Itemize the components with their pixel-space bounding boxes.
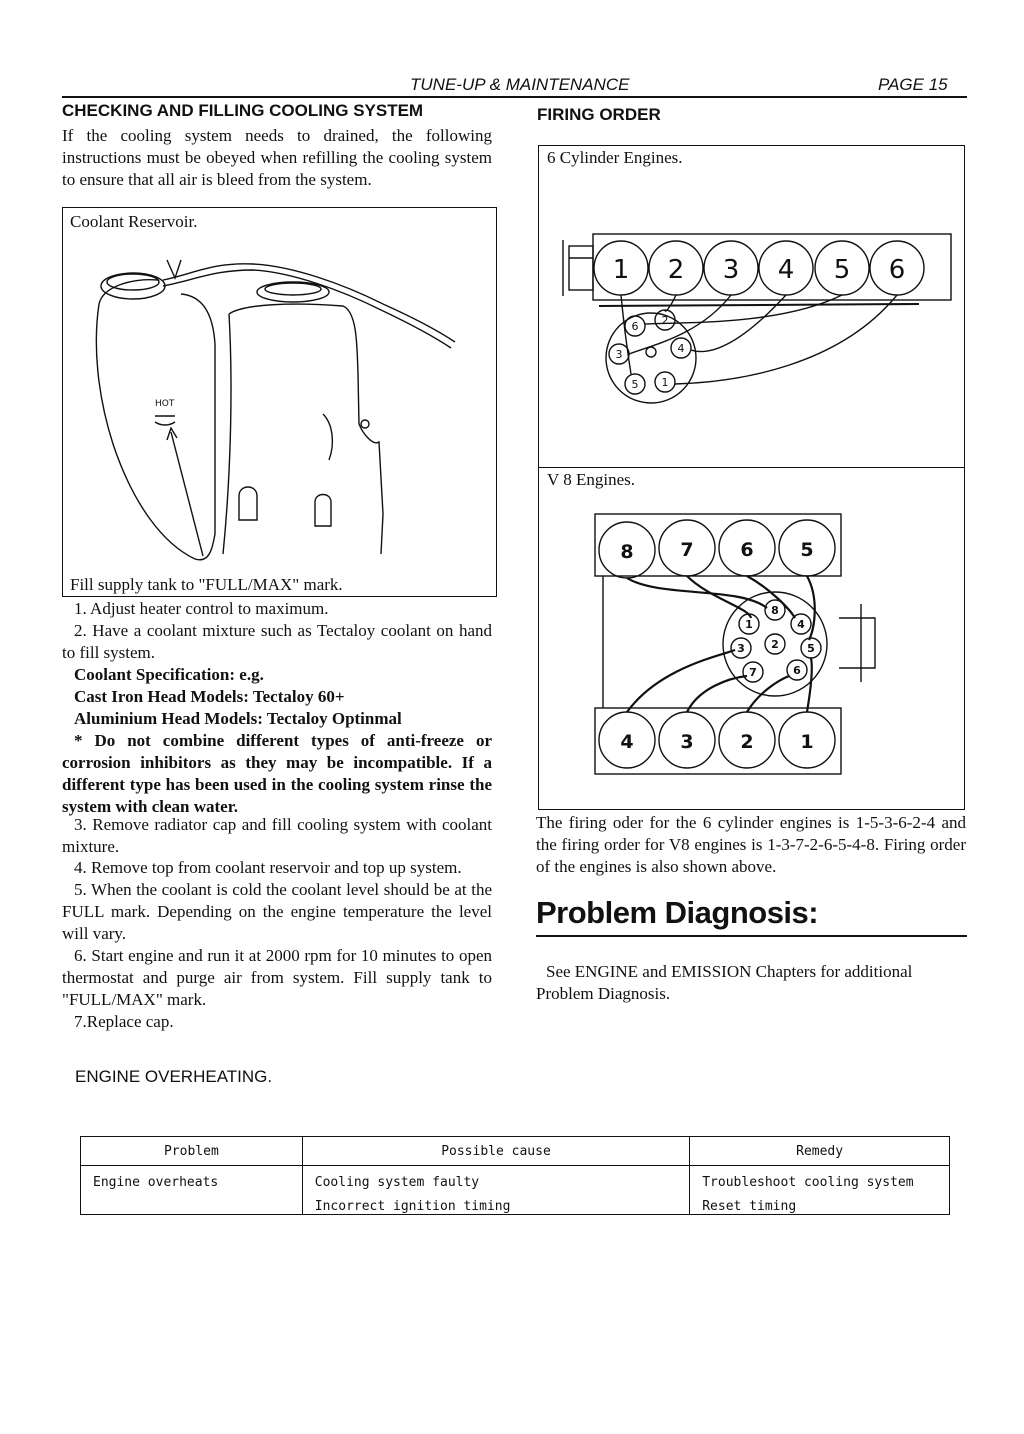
step-4: 4. Remove top from coolant reservoir and top up system. — [74, 858, 462, 877]
v8-cap-1: 1 — [745, 618, 753, 631]
v8-cyl-3: 3 — [680, 731, 694, 753]
six-cyl-2: 2 — [667, 255, 685, 285]
six-cyl-5: 5 — [833, 255, 851, 285]
v8-figure — [538, 467, 965, 810]
six-cyl-1: 1 — [612, 255, 630, 285]
six-cap-1: 1 — [661, 376, 669, 389]
table-row — [81, 1190, 950, 1215]
coolant-spec-cast-iron: Cast Iron Head Models: Tectaloy 60+ — [74, 687, 345, 706]
coolant-reservoir-figure — [62, 207, 497, 597]
six-cap-5: 5 — [631, 378, 639, 391]
coolant-reservoir-label: Coolant Reservoir. — [70, 212, 198, 231]
v8-label: V 8 Engines. — [547, 470, 635, 489]
engine-overheating-title: ENGINE OVERHEATING. — [75, 1067, 273, 1086]
cell-problem: Engine overheats — [81, 1166, 303, 1191]
step-5: 5. When the coolant is cold the coolant level should be at the FULL mark. Depending on the engine temperature the level will vary. — [62, 880, 492, 943]
v8-cap-6: 6 — [793, 664, 801, 677]
v8-cyl-8: 8 — [620, 541, 634, 563]
v8-cyl-6: 6 — [740, 539, 754, 561]
coolant-spec-title: Coolant Specification: e.g. — [74, 665, 264, 684]
v8-cyl-7: 7 — [680, 539, 694, 561]
cooling-section-title: CHECKING AND FILLING COOLING SYSTEM — [62, 101, 424, 120]
overheating-table-header — [81, 1137, 950, 1166]
coolant-spec-aluminium: Aluminium Head Models: Tectaloy Optinmal — [74, 709, 402, 728]
six-cyl-4: 4 — [777, 255, 795, 285]
firing-order-description: The firing oder for the 6 cylinder engines is 1-5-3-6-2-4 and the firing order for V8 engines is 1-3-7-2-6-5-4-8. Firing order of the engines is also shown above. — [536, 813, 966, 876]
v8-cap-3: 3 — [737, 642, 745, 655]
cell-remedy: Troubleshoot cooling system — [690, 1166, 950, 1191]
firing-order-title: FIRING ORDER — [537, 105, 661, 124]
cell-possible-cause: Incorrect ignition timing — [302, 1190, 689, 1215]
step-2: 2. Have a coolant mixture such as Tectaloy coolant on hand to fill system. — [62, 621, 492, 662]
v8-cap-8: 8 — [771, 604, 779, 617]
six-cap-4: 4 — [677, 342, 685, 355]
coolant-reservoir-caption: Fill supply tank to "FULL/MAX" mark. — [70, 575, 343, 594]
v8-cap-4: 4 — [797, 618, 805, 631]
coolant-warning: * Do not combine different types of anti-freeze or corrosion inhibitors as they may be incompatible. If a different type has been used in the cooling system rinse the system with clean water. — [62, 731, 492, 816]
six-cylinder-diagram — [539, 146, 964, 468]
step-6: 6. Start engine and run it at 2000 rpm for 10 minutes to open thermostat and purge air from system. Fill supply tank to "FULL/MAX" mark. — [62, 946, 492, 1009]
header-rule — [62, 96, 967, 98]
six-cyl-3: 3 — [722, 255, 740, 285]
cell-remedy: Reset timing — [690, 1190, 950, 1215]
v8-cyl-1: 1 — [800, 731, 814, 753]
v8-cap-5: 5 — [807, 642, 815, 655]
six-cyl-6: 6 — [888, 255, 906, 285]
step-7: 7.Replace cap. — [74, 1012, 174, 1031]
running-head: TUNE-UP & MAINTENANCE — [410, 75, 630, 94]
v8-cap-2: 2 — [771, 638, 779, 651]
six-cylinder-label: 6 Cylinder Engines. — [547, 148, 683, 167]
problem-diagnosis-rule — [536, 935, 967, 937]
step-1: 1. Adjust heater control to maximum. — [74, 599, 329, 618]
table-row — [81, 1166, 950, 1191]
v8-cyl-2: 2 — [740, 731, 754, 753]
cell-possible-cause: Cooling system faulty — [302, 1166, 689, 1191]
six-cap-6: 6 — [631, 320, 639, 333]
overheating-table — [80, 1136, 950, 1215]
cell-problem — [81, 1190, 303, 1215]
column-header-possible-cause: Possible cause — [302, 1137, 689, 1166]
column-header-problem: Problem — [81, 1137, 303, 1166]
cooling-intro: If the cooling system needs to drained, the following instructions must be obeyed when refilling the cooling system to ensure that all air is bleed from the system. — [62, 126, 492, 189]
problem-diagnosis-text: See ENGINE and EMISSION Chapters for additional Problem Diagnosis. — [536, 962, 913, 1003]
hot-mark-label: HOT — [155, 399, 175, 409]
problem-diagnosis-title: Problem Diagnosis: — [536, 895, 819, 930]
v8-cyl-5: 5 — [800, 539, 814, 561]
six-cap-2: 2 — [661, 314, 669, 327]
step-3: 3. Remove radiator cap and fill cooling system with coolant mixture. — [62, 815, 492, 856]
page-number: PAGE 15 — [878, 75, 948, 94]
v8-cyl-4: 4 — [620, 731, 634, 753]
v8-cap-7: 7 — [749, 666, 757, 679]
coolant-reservoir-drawing — [63, 234, 496, 574]
column-header-remedy: Remedy — [690, 1137, 950, 1166]
v8-diagram — [539, 468, 964, 809]
six-cylinder-figure — [538, 145, 965, 469]
six-cap-3: 3 — [615, 348, 623, 361]
